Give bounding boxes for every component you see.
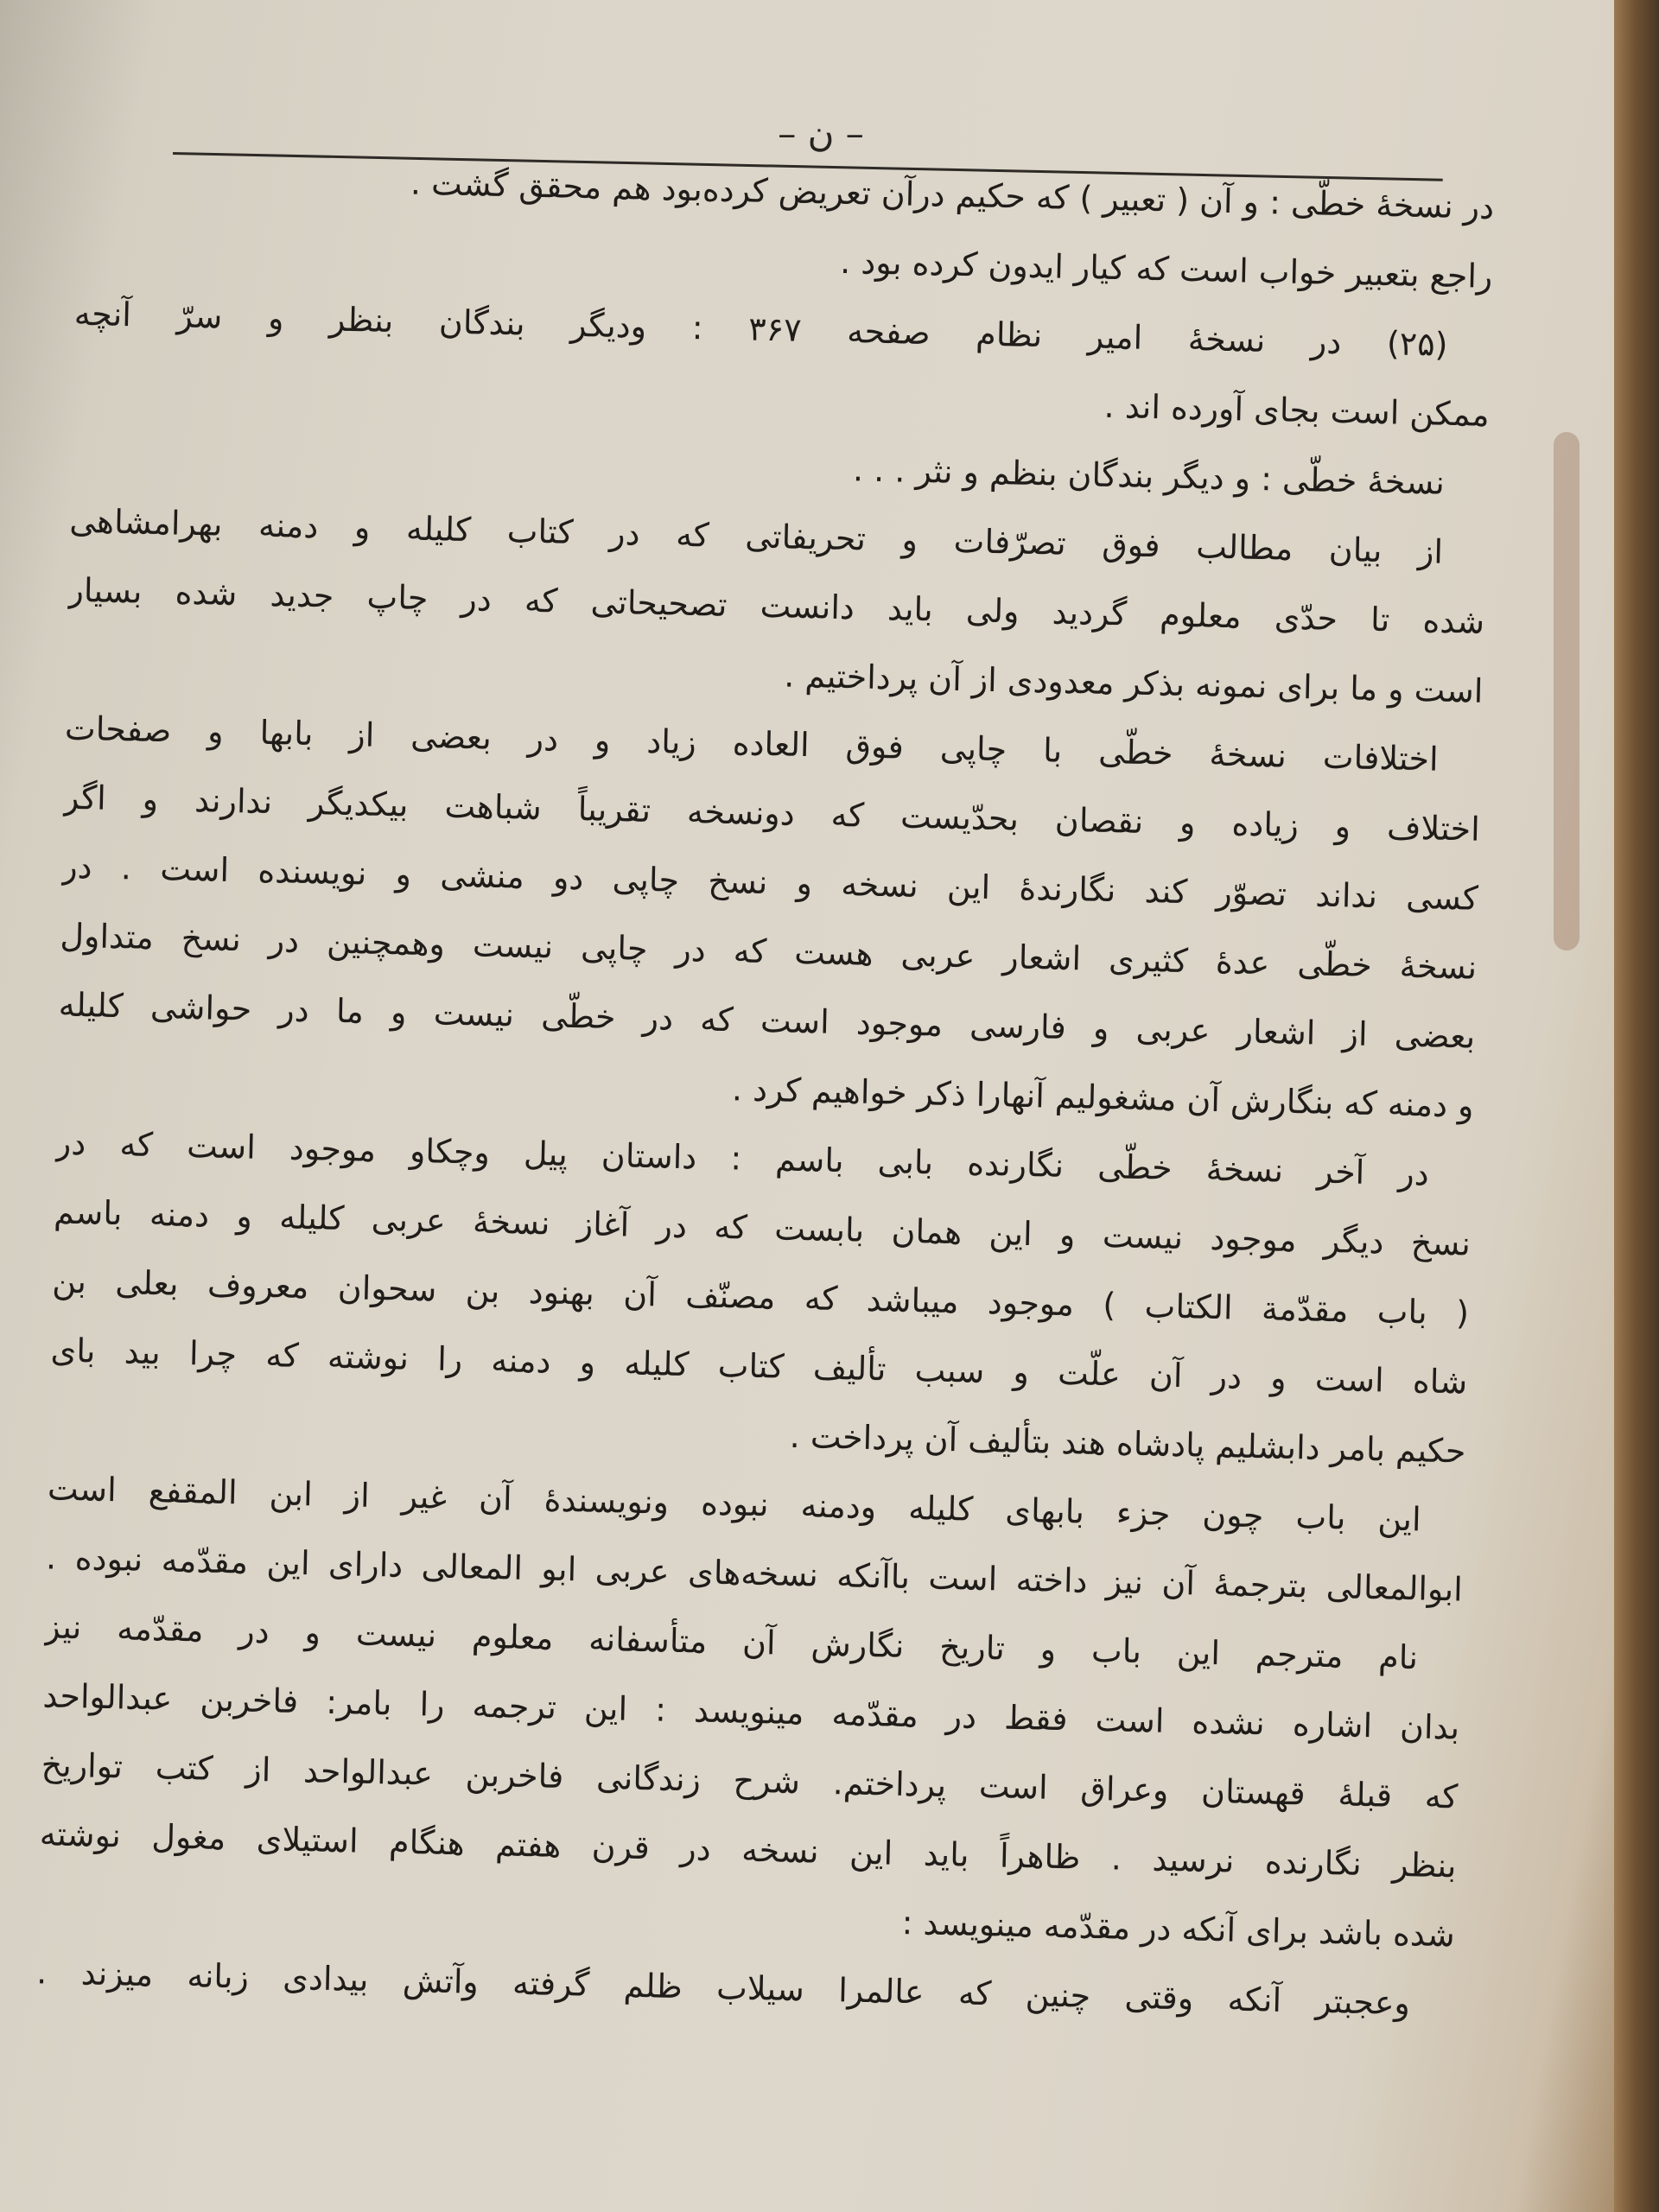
text-line: بعضی از اشعار عربی و فارسی موجود است که در خطّی نیست و ما در حواشی کلیله [58, 985, 1476, 1056]
text-line: و دمنه که بنگارش آن مشغولیم آنهارا ذکر خواهیم کرد . [731, 1070, 1474, 1125]
text-line: از بیان مطالب فوق تصرّفات و تحریفاتی که در کتاب کلیله و دمنه بهرامشاهی [68, 501, 1444, 571]
text-line: این باب چون جزء بابهای کلیله ودمنه نبوده ونویسندهٔ آن غیر از ابن المقفع است [47, 1469, 1422, 1539]
text-line: نسخ دیگر موجود نیست و این همان بابست که در آغاز نسخهٔ عربی کلیله و دمنه باسم [53, 1192, 1471, 1263]
text-line: راجع بتعبیر خواب است که کیار ایدون کرده بود . [839, 242, 1493, 296]
text-line: که قبلهٔ قهستان وعراق است پرداختم. شرح زندگانی فاخربن عبدالواحد از کتب تواریخ [41, 1745, 1459, 1816]
text-line: نسخهٔ خطّی عدهٔ کثیری اشعار عربی هست که در چاپی نیست وهمچنین در نسخ متداول [60, 916, 1478, 987]
book-spine-edge [1614, 0, 1659, 2212]
text-line: ممکن است بجای آورده اند . [1103, 386, 1491, 434]
text-line: شده باشد برای آنکه در مقدّمه مینویسد : [901, 1903, 1456, 1955]
text-line: بدان اشاره نشده است فقط در مقدّمه مینویسد : این ترجمه را بامر: فاخربن عبدالواحد [42, 1676, 1460, 1747]
text-line: (۲۵) در نسخهٔ امیر نظام صفحه ۳۶۷ : ودیگر بندگان بنظر و سرّ آنچه [73, 294, 1448, 364]
body-text [35, 141, 1495, 2039]
text-line: شاه است و در آن علّت و سبب تألیف کتاب کلیله و دمنه را نوشته که چرا بید بای [50, 1331, 1468, 1402]
text-line: نام مترجم این باب و تاریخ نگارش آن متأسفانه معلوم نیست و در مقدّمه نیز [43, 1607, 1419, 1677]
text-line: در آخر نسخهٔ خطّی نگارنده بابی باسم : داستان پیل وچکاو موجود است که در [54, 1123, 1430, 1193]
text-line: در نسخهٔ خطّی : و آن ( تعبیر ) که حکیم درآن تعریض کرده‌بود هم محقق گشت . [410, 163, 1495, 226]
text-line: اختلافات نسخهٔ خطّی با چاپی فوق العاده زیاد و در بعضی از بابها و صفحات [64, 709, 1440, 779]
text-line: ابوالمعالی بترجمهٔ آن نیز داخته است باآنکه نسخه‌های عربی ابو المعالی دارای این مقدّمه نبوده . [45, 1538, 1464, 1609]
text-line: نسخهٔ خطّی : و دیگر بندگان بنظم و نثر . . . [852, 450, 1446, 502]
text-line: است و ما برای نمونه بذکر معدودی از آن پرداختیم . [783, 656, 1484, 710]
text-line: بنظر نگارنده نرسید . ظاهراً باید این نسخه در قرن هفتم هنگام استیلای مغول نوشته [39, 1815, 1458, 1885]
page-stain [1554, 432, 1580, 950]
text-line: حکیم بامر دابشلیم پادشاه هند بتألیف آن پرداخت . [789, 1416, 1466, 1471]
text-line: شده تا حدّی معلوم گردید ولی باید دانست تصحیحاتی که در چاپ جدید شده بسیار [67, 570, 1485, 641]
text-line: کسی نداند تصوّر کند نگارندهٔ این نسخه و نسخ چاپی دو منشی و نویسنده است . در [60, 847, 1479, 918]
text-line: ( باب مقدّمة الکتاب ) موجود میباشد که مصنّف آن بهنود بن سحوان معروف بعلی بن [51, 1262, 1470, 1332]
page-number: – ن – [778, 112, 864, 155]
text-line: اختلاف و زیاده و نقصان بحدّیست که دونسخه تقریباً شباهت بیکدیگر ندارند و اگر [62, 778, 1481, 849]
text-line: وعجبتر آنکه وقتی چنین که عالمرا سیلاب ظلم گرفته وآتش بیدادی زبانه میزند . [35, 1953, 1411, 2023]
